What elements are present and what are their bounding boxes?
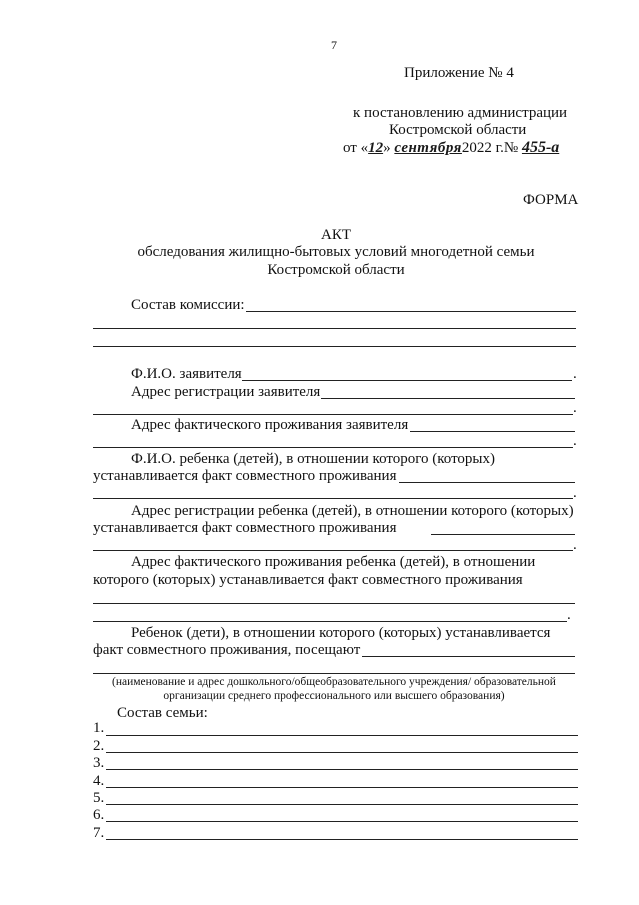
child-attends-input-1[interactable] — [362, 656, 575, 657]
family-member-number: 1. — [93, 720, 105, 736]
commission-line-1[interactable] — [246, 311, 576, 312]
date-prefix: от « — [343, 140, 369, 156]
family-label: Состав семьи: — [117, 705, 208, 721]
child-attends-input-2[interactable] — [93, 673, 575, 674]
applicant-name-line[interactable] — [242, 380, 572, 381]
family-member-number: 4. — [93, 773, 105, 789]
child-name-line-2: устанавливается факт совместного проживания — [93, 468, 397, 484]
family-member-number: 7. — [93, 825, 105, 841]
title-line-2: обследования жилищно-бытовых условий многодетной семьи — [137, 244, 535, 260]
applicant-actual-dot: . — [573, 433, 577, 449]
resolution-line-2: Костромской области — [389, 122, 527, 138]
applicant-name-label: Ф.И.О. заявителя — [131, 366, 242, 382]
commission-line-2[interactable] — [93, 328, 576, 329]
commission-line-3[interactable] — [93, 346, 576, 347]
institution-note-2: организации среднего профессионального или высшего образования) — [163, 690, 505, 702]
family-member-number: 2. — [93, 738, 105, 754]
child-name-input-2[interactable] — [93, 498, 573, 499]
child-reg-dot: . — [573, 537, 577, 553]
family-member-number: 5. — [93, 790, 105, 806]
applicant-name-dot: . — [573, 366, 577, 382]
institution-note-1: (наименование и адрес дошкольного/общеобразовательного учреждения/ образовательной — [112, 676, 556, 688]
child-attends-line-2: факт совместного проживания, посещают — [93, 642, 361, 658]
child-reg-input-2[interactable] — [93, 550, 573, 551]
applicant-reg-dot: . — [573, 400, 577, 416]
date-day: 12 — [368, 140, 384, 156]
applicant-actual-line-1[interactable] — [410, 431, 575, 432]
family-member-line[interactable] — [106, 752, 578, 753]
resolution-date — [343, 139, 559, 157]
family-member-line[interactable] — [106, 839, 578, 840]
family-member-number: 3. — [93, 755, 105, 771]
resolution-line-1: к постановлению администрации — [353, 105, 568, 121]
child-actual-input-2[interactable] — [93, 621, 567, 622]
child-name-line-1: Ф.И.О. ребенка (детей), в отношении которого (которых) — [131, 451, 496, 467]
applicant-reg-line-2[interactable] — [93, 414, 573, 415]
commission-label: Состав комиссии: — [131, 297, 245, 313]
appendix-label: Приложение № 4 — [404, 65, 514, 81]
title-act: АКТ — [321, 227, 351, 243]
family-member-line[interactable] — [106, 735, 578, 736]
child-name-dot: . — [573, 485, 577, 501]
date-month: сентября — [394, 140, 462, 156]
child-reg-line-1: Адрес регистрации ребенка (детей), в отношении которого (которых) — [131, 503, 574, 519]
child-actual-dot: . — [567, 607, 571, 623]
child-reg-input-1[interactable] — [431, 534, 575, 535]
title-line-3: Костромской области — [267, 262, 405, 278]
child-name-input-1[interactable] — [399, 482, 575, 483]
applicant-reg-line-1[interactable] — [321, 398, 575, 399]
applicant-reg-label: Адрес регистрации заявителя — [131, 384, 321, 400]
page-number: 7 — [331, 38, 337, 52]
date-mid: » — [383, 140, 391, 156]
family-member-number: 6. — [93, 807, 105, 823]
child-actual-input-1[interactable] — [93, 603, 575, 604]
child-actual-line-1: Адрес фактического проживания ребенка (детей), в отношении — [131, 554, 536, 570]
applicant-actual-label: Адрес фактического проживания заявителя — [131, 417, 409, 433]
child-actual-line-2: которого (которых) устанавливается факт совместного проживания — [93, 572, 523, 588]
child-attends-line-1: Ребенок (дети), в отношении которого (которых) устанавливается — [131, 625, 551, 641]
date-number: 455-а — [521, 139, 560, 156]
applicant-actual-line-2[interactable] — [93, 447, 573, 448]
family-member-line[interactable] — [106, 804, 578, 805]
form-label: ФОРМА — [523, 192, 579, 208]
family-member-line[interactable] — [106, 787, 578, 788]
family-member-line[interactable] — [106, 821, 578, 822]
child-reg-line-2: устанавливается факт совместного проживания — [93, 520, 397, 536]
date-year: 2022 г.№ — [461, 140, 519, 156]
family-member-line[interactable] — [106, 769, 578, 770]
